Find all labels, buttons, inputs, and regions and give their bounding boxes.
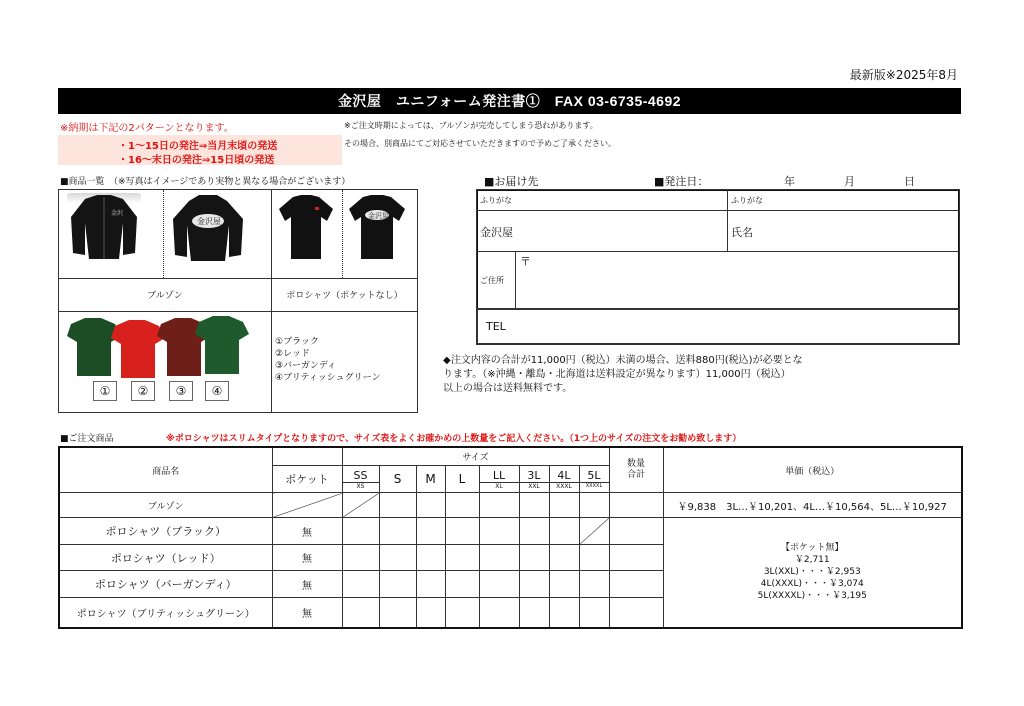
polo-label: ポロシャツ（ポケットなし） [286, 291, 403, 301]
day-label: 日 [904, 175, 915, 188]
order-table [58, 446, 963, 629]
divider [342, 190, 343, 278]
size-label: 5L [587, 469, 601, 482]
size-header-m [416, 466, 445, 493]
size-header-l [445, 466, 479, 493]
polo-price-line: 5L(XXXXL)・・・￥3,195 [757, 591, 867, 602]
pocket-value: 無 [272, 571, 342, 598]
shipping-note-line: 以上の場合は送料無料です。 [443, 383, 573, 394]
qty-cell[interactable] [342, 598, 379, 628]
size-sub-label: XL [480, 482, 519, 490]
size-header-5l [579, 466, 609, 493]
qty-cell[interactable] [579, 493, 609, 518]
qty-cell[interactable] [416, 545, 445, 571]
order-heading: ■ご注文商品 [60, 434, 114, 444]
col-price-header: 単価（税込） [663, 447, 962, 493]
blouson-pocket-na [272, 493, 342, 518]
qty-cell[interactable] [479, 518, 519, 545]
blouson-row-name: ブルゾン [59, 493, 272, 518]
furigana-label-1: ふりがな [480, 196, 512, 205]
qty-cell[interactable] [579, 598, 609, 628]
pocket-value: 無 [272, 545, 342, 571]
qty-cell[interactable] [479, 545, 519, 571]
name-field[interactable] [727, 210, 960, 252]
qty-cell[interactable] [579, 545, 609, 571]
name-label: 氏名 [731, 226, 753, 239]
divider [271, 311, 272, 412]
qty-cell[interactable] [342, 518, 379, 545]
qty-cell[interactable] [445, 493, 479, 518]
polo-price-cell [663, 518, 962, 628]
address-field[interactable] [515, 251, 960, 309]
size-header-4l [549, 466, 579, 493]
polo-price-line: 4L(XXXL)・・・￥3,074 [760, 579, 864, 590]
qty-cell[interactable] [549, 545, 579, 571]
shipping-note-line: ◆注文内容の合計が11,000円（税込）未満の場合、送料880円(税込)が必要とな [443, 355, 803, 366]
size-sub-label: XXXXL [580, 482, 609, 489]
size-label: L [458, 472, 466, 486]
color-number-2: ② [131, 381, 155, 401]
edition-label: 最新版※2025年8月 [849, 68, 958, 82]
size-sub-label: XS [343, 482, 379, 490]
qty-cell[interactable] [519, 598, 549, 628]
size-sub-label: XXXL [550, 482, 579, 490]
pocket-header-blank [272, 447, 342, 466]
size-header-ll [479, 466, 519, 493]
qty-cell[interactable] [579, 571, 609, 598]
col-qty-header: 数量 合計 [609, 447, 663, 493]
month-label: 月 [844, 175, 855, 188]
qty-cell[interactable] [519, 571, 549, 598]
qty-cell[interactable] [549, 571, 579, 598]
qty-cell[interactable] [479, 571, 519, 598]
furigana-field-1[interactable] [476, 189, 728, 211]
qty-cell[interactable] [549, 493, 579, 518]
qty-cell[interactable] [445, 545, 479, 571]
col-pocket-header: ポケット [272, 466, 342, 493]
form-title: 金沢屋 ユニフォーム発注書① FAX 03-6735-4692 [58, 88, 961, 114]
order-warning: ※ポロシャツはスリムタイプとなりますので、サイズ表をよくお確かめの上数量をご記入ください。（1つ上のサイズの注文をお勧め致します） [166, 434, 742, 444]
color-item: ②レッド [275, 349, 310, 359]
products-heading: ■商品一覧 （※写真はイメージであり実物と異なる場合がございます） [60, 177, 351, 187]
polo-price-line: ￥2,711 [794, 555, 830, 566]
qty-total-cell[interactable] [609, 598, 663, 628]
color-item: ④ブリティッシュグリーン [275, 373, 381, 383]
polo-price-line: 【ポケット無】 [780, 543, 844, 554]
size-label: LL [492, 468, 506, 482]
shipping-table [476, 189, 960, 345]
qty-cell[interactable] [379, 571, 416, 598]
address-label: ご住所 [480, 276, 504, 285]
product-table [58, 189, 418, 413]
shipping-note-line: ります。（※沖縄・離島・北海道は送料設定が異なります）11,000円（税込） [443, 369, 791, 380]
qty-cell[interactable] [416, 493, 445, 518]
year-label: 年 [784, 175, 795, 188]
blouson-back-photo [169, 193, 247, 261]
qty-cell[interactable] [445, 571, 479, 598]
delivery-line-1: ・1～15日の発注⇒当月末頃の発送 [118, 141, 278, 152]
size-sub-label: XXL [520, 482, 549, 490]
shipping-note [443, 354, 863, 396]
company-value: 金沢屋 [480, 226, 513, 239]
delivery-line-2: ・16～末日の発注⇒15日頃の発送 [118, 155, 275, 166]
qty-cell[interactable] [416, 518, 445, 545]
order-date-label: ■発注日： [654, 175, 709, 188]
col-product-header: 商品名 [59, 447, 272, 493]
qty-total-cell[interactable] [609, 571, 663, 598]
qty-cell[interactable] [342, 571, 379, 598]
svg-text:金沢屋: 金沢屋 [368, 212, 389, 220]
pocket-value: 無 [272, 518, 342, 545]
tel-label: TEL [486, 320, 506, 333]
divider [163, 190, 164, 278]
blouson-label: ブルゾン [147, 291, 183, 301]
size-label: S [393, 472, 402, 486]
color-number-4: ④ [205, 381, 229, 401]
qty-total-cell[interactable] [609, 545, 663, 571]
qty-cell[interactable] [379, 518, 416, 545]
color-item: ①ブラック [275, 337, 319, 347]
furigana-label-2: ふりがな [731, 196, 763, 205]
qty-cell[interactable] [416, 598, 445, 628]
shipping-heading: ■お届け先 [484, 175, 539, 188]
blouson-price: ￥9,838 3L…￥10,201、4L…￥10,564、5L…￥10,927 [663, 493, 962, 518]
pocket-value: 無 [272, 598, 342, 628]
qty-cell[interactable] [379, 598, 416, 628]
qty-cell[interactable] [519, 493, 549, 518]
qty-cell[interactable] [479, 493, 519, 518]
notice-line-2: その場合、別商品にてご対応させていただきますので予めご了承ください。 [344, 139, 616, 148]
polo-price-line: 3L(XXL)・・・￥2,953 [763, 567, 861, 578]
color-item: ③バーガンディ [275, 361, 337, 371]
tel-field[interactable] [476, 308, 960, 345]
col-size-header: サイズ [342, 447, 609, 466]
color-list [275, 336, 380, 384]
divider [59, 311, 417, 312]
company-field[interactable] [476, 210, 728, 252]
polo-row-name: ポロシャツ（ブラック） [59, 518, 272, 545]
size-label: 4L [557, 468, 571, 482]
qty-total-cell[interactable] [609, 493, 663, 518]
qty-cell-na [579, 518, 609, 545]
size-label: M [425, 472, 436, 486]
size-header-3l [519, 466, 549, 493]
blouson-front-photo [67, 193, 141, 261]
size-header-s [379, 466, 416, 493]
polo-row-name: ポロシャツ（ブリティッシュグリーン） [59, 598, 272, 628]
qty-cell[interactable] [445, 518, 479, 545]
size-label: 3L [527, 468, 541, 482]
qty-cell[interactable] [549, 518, 579, 545]
qty-cell[interactable] [416, 571, 445, 598]
size-header-ss [342, 466, 379, 493]
size-label: SS [353, 468, 368, 482]
qty-cell[interactable] [342, 545, 379, 571]
svg-text:金沢屋: 金沢屋 [197, 217, 221, 226]
polo-row-name: ポロシャツ（レッド） [59, 545, 272, 571]
svg-text:金沢: 金沢 [111, 210, 124, 217]
polo-back-photo [347, 193, 407, 261]
qty-cell[interactable] [549, 598, 579, 628]
delivery-heading: ※納期は下記の2パターンとなります。 [60, 123, 234, 134]
qty-total-cell[interactable] [609, 518, 663, 545]
divider [59, 278, 417, 279]
polo-color-photos [67, 314, 263, 380]
qty-cell[interactable] [379, 493, 416, 518]
qty-cell [342, 493, 379, 518]
color-number-1: ① [93, 381, 117, 401]
color-number-3: ③ [169, 381, 193, 401]
qty-cell[interactable] [519, 545, 549, 571]
postal-mark: 〒 [520, 255, 531, 268]
qty-cell[interactable] [519, 518, 549, 545]
qty-cell[interactable] [445, 598, 479, 628]
notice-line-1: ※ご注文時期によっては、ブルゾンが完売してしまう恐れがあります。 [344, 121, 598, 130]
qty-cell[interactable] [379, 545, 416, 571]
polo-front-photo [277, 193, 335, 261]
polo-row-name: ポロシャツ（バーガンディ） [59, 571, 272, 598]
qty-cell[interactable] [479, 598, 519, 628]
